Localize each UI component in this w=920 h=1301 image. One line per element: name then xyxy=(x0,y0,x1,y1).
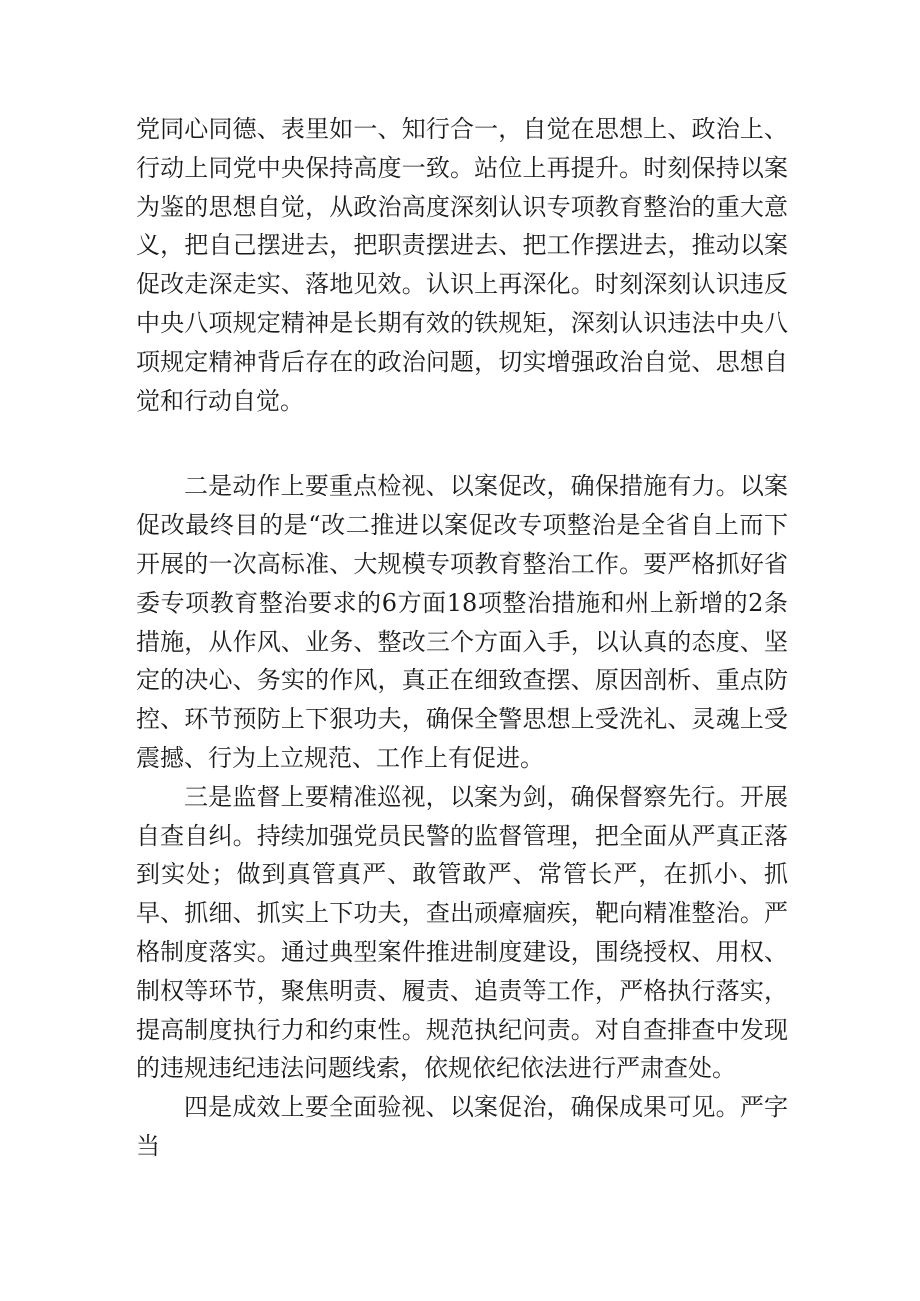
paragraph-point-two: 二是动作上要重点检视、以案促改，确保措施有力。以案促改最终目的是“改二推进以案促改专项整治是全省自上而下开展的一次高标准、大规模专项教育整治工作。要严格抓好省委专项教育整治要求的6方面18项整治措施和州上新增的2条措施，从作风、业务、整改三个方面入手，以认真的态度、坚定的决心、务实的作风，真正在细致查摆、原因剖析、重点防控、环节预防上下狠功夫，确保全警思想上受洗礼、灵魂上受震撼、行为上立规范、工作上有促进。 xyxy=(136,472,788,772)
paragraph-point-four: 四是成效上要全面验视、以案促治，确保成果可见。严字当 xyxy=(136,1093,788,1160)
paragraph-continuation: 党同心同德、表里如一、知行合一，自觉在思想上、政治上、行动上同党中央保持高度一致。站位上再提升。时刻保持以案为鉴的思想自觉，从政治高度深刻认识专项教育整治的重大意义，把自己摆进去，把职责摆进去、把工作摆进去，推动以案促改走深走实、落地见效。认识上再深化。时刻深刻认识违反中央八项规定精神是长期有效的铁规矩，深刻认识违法中央八项规定精神背后存在的政治问题，切实增强政治自觉、思想自觉和行动自觉。 xyxy=(136,115,788,415)
document-body xyxy=(136,110,788,1166)
paragraph-point-three: 三是监督上要精准巡视，以案为剑，确保督察先行。开展自查自纠。持续加强党员民警的监督管理，把全面从严真正落到实处；做到真管真严、敢管敢严、常管长严，在抓小、抓早、抓细、抓实上下功夫，查出顽瘴痼疾，靶向精准整治。严格制度落实。通过典型案件推进制度建设，围绕授权、用权、制权等环节，聚焦明责、履责、追责等工作，严格执行落实，提高制度执行力和约束性。规范执纪问责。对自查排查中发现的违规违纪违法问题线索，依规依纪依法进行严肃查处。 xyxy=(136,782,788,1083)
